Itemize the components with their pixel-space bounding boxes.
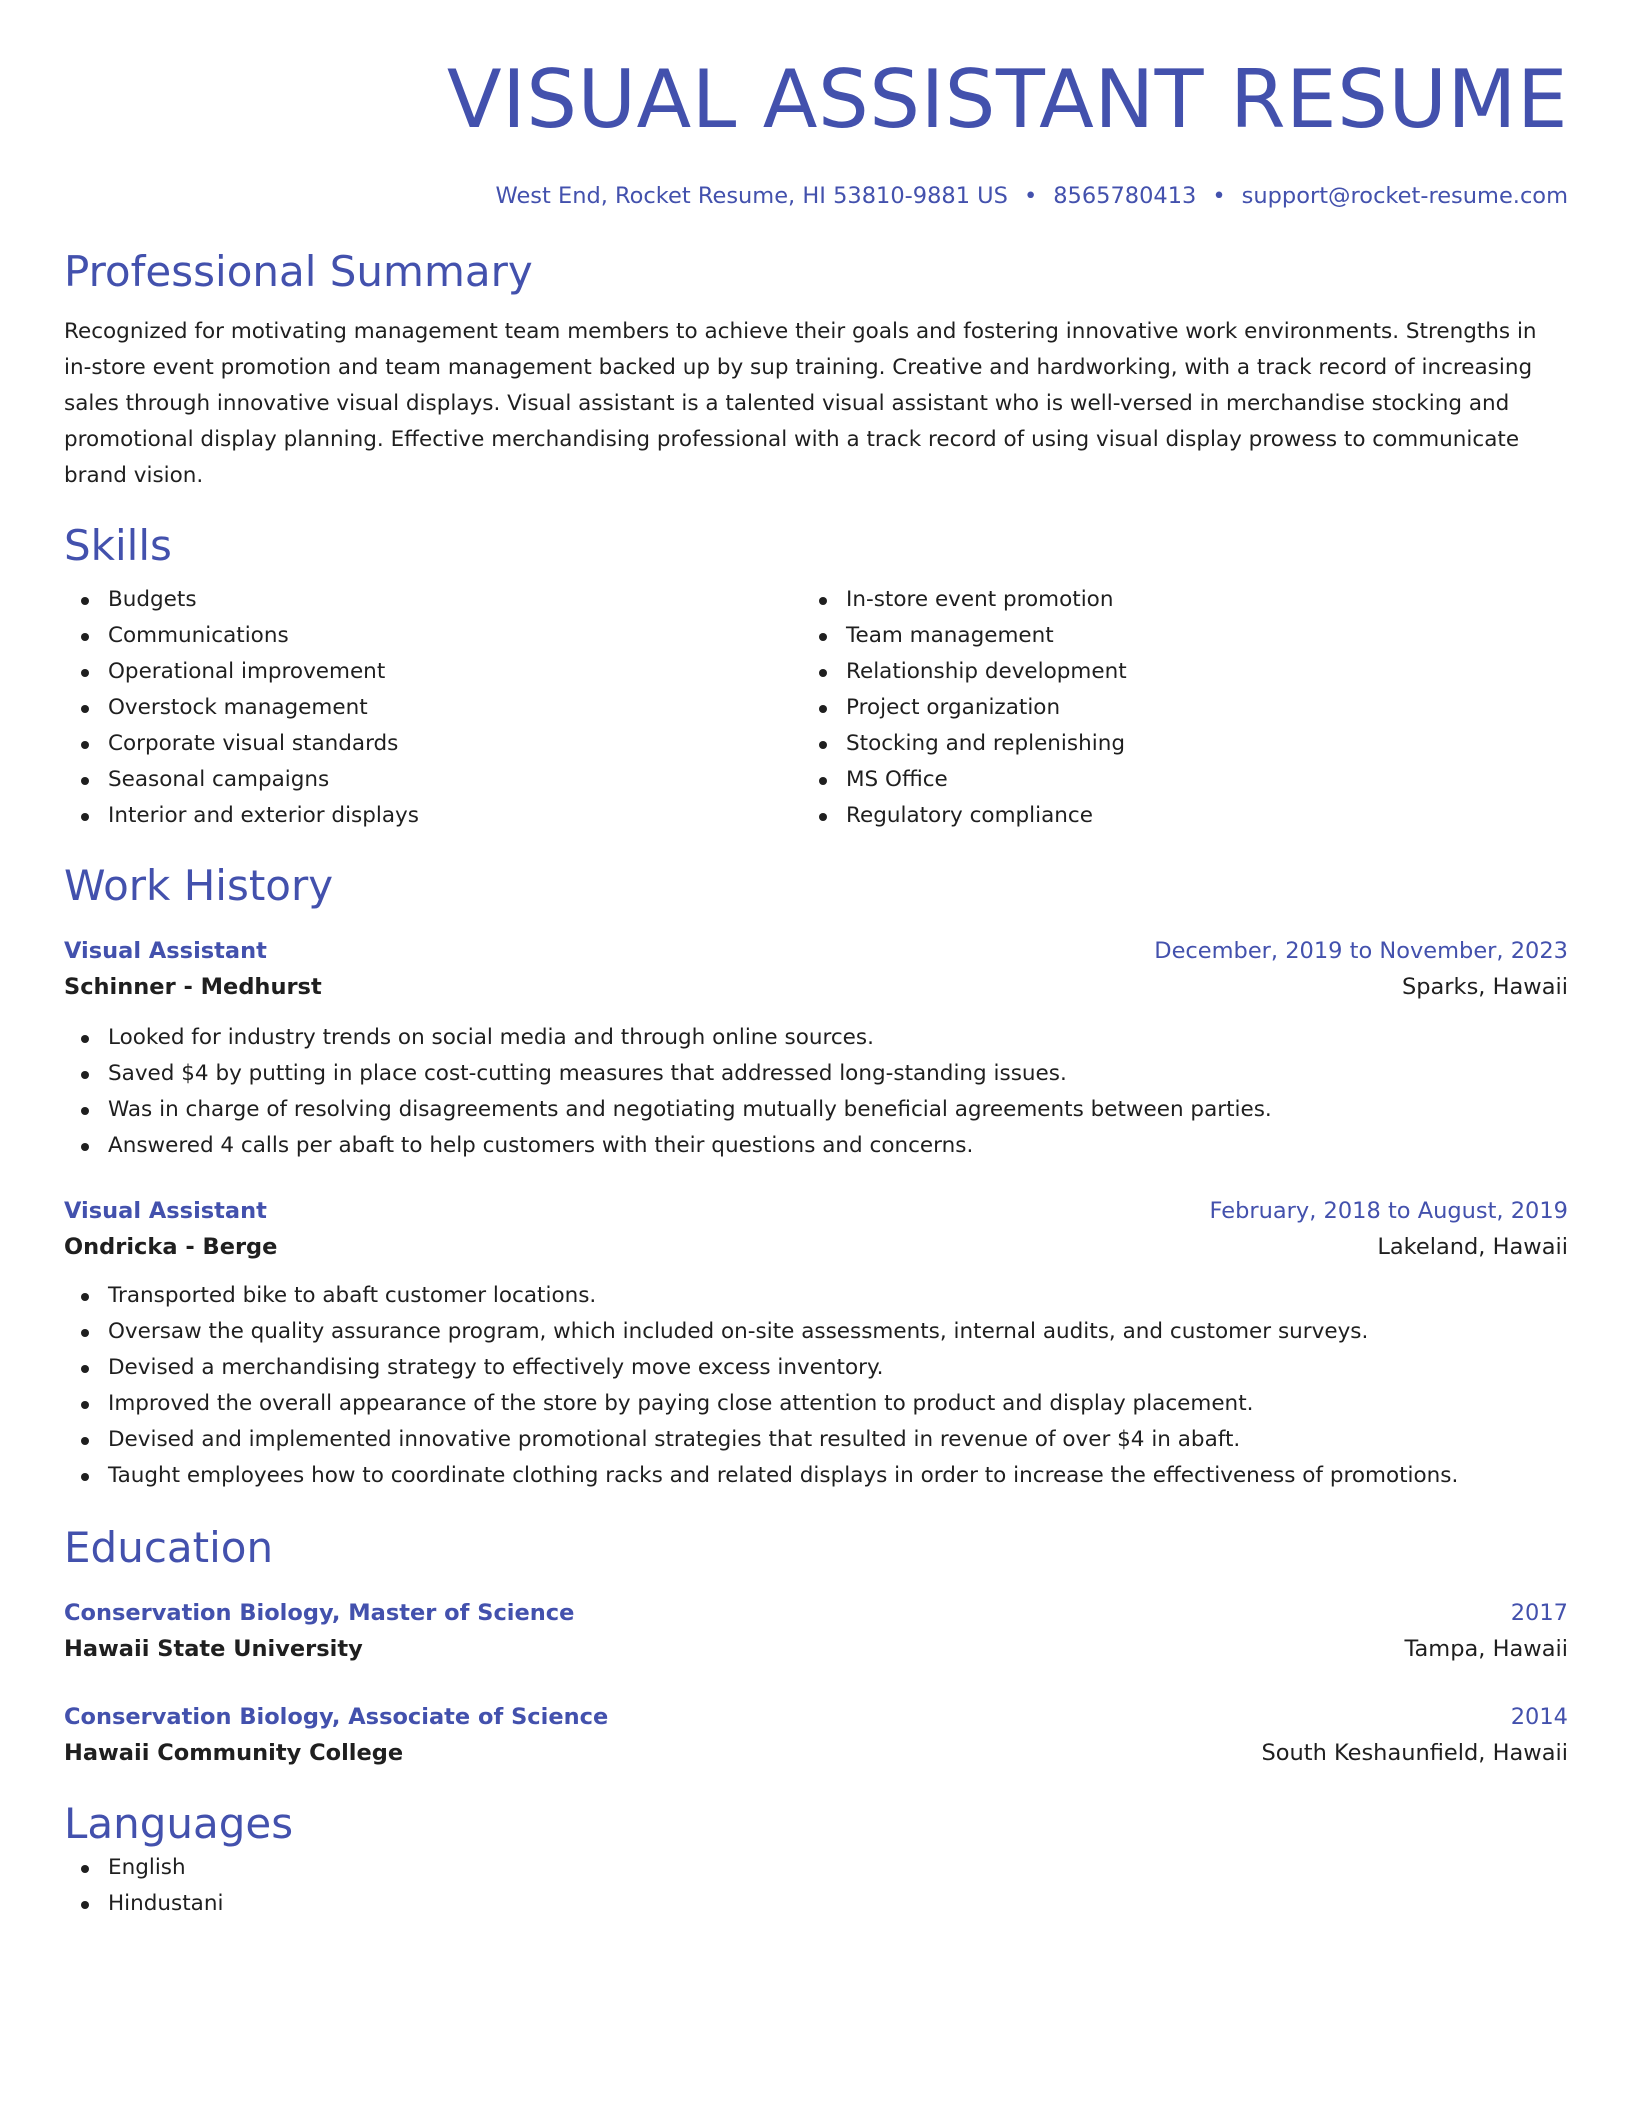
job-header-row: [64, 934, 1568, 968]
job-company-row: [64, 968, 1568, 1006]
job-duties: [64, 1020, 1568, 1164]
skill-item: In-store event promotion: [802, 582, 1540, 618]
language-item: Hindustani: [64, 1886, 1568, 1922]
skill-item: Relationship development: [802, 654, 1540, 690]
skill-item: Communications: [64, 618, 802, 654]
job-duty: Taught employees how to coordinate clothing racks and related displays in order to increase the effectiveness of promotions.: [64, 1458, 1568, 1494]
resume-header: [64, 52, 1568, 210]
contact-separator: •: [1212, 183, 1226, 209]
skill-item: Stocking and replenishing: [802, 726, 1540, 762]
education-school-row: [64, 1734, 1568, 1772]
summary-heading: Professional Summary: [64, 247, 533, 296]
job-dates: February, 2018 to August, 2019: [1209, 1198, 1568, 1224]
skills-column-left: [64, 582, 802, 834]
skills-list: [64, 582, 1568, 834]
contact-separator: •: [1023, 183, 1038, 209]
job-dates: December, 2019 to November, 2023: [1154, 938, 1568, 964]
skill-item: Overstock management: [64, 690, 802, 726]
job-duties: [64, 1278, 1568, 1494]
job-duty: Answered 4 calls per abaft to help customers with their questions and concerns.: [64, 1128, 1568, 1164]
job-company-row: [64, 1228, 1568, 1266]
job-location: Lakeland, Hawaii: [1377, 1234, 1568, 1260]
contact-phone: 8565780413: [1053, 183, 1197, 209]
education-location: South Keshaunfield, Hawaii: [1261, 1740, 1568, 1766]
languages-heading: Languages: [64, 1799, 294, 1848]
job-duty: Transported bike to abaft customer locations.: [64, 1278, 1568, 1314]
summary-text: Recognized for motivating management team members to achieve their goals and fostering innovative work environments. Strengths in in-store event promotion and team management backed up by sup training. Creative and hardworking, with a track record of increasing sales through innovative visual displays. Visual assistant is a talented visual assistant who is well-versed in merchandise stocking and promotional display planning. Effective merchandising professional with a track record of using visual display prowess to communicate brand vision.: [64, 319, 1537, 488]
education-header-row: [64, 1596, 1568, 1630]
job-duty: Was in charge of resolving disagreements and negotiating mutually beneficial agreements between parties.: [64, 1092, 1568, 1128]
job-company: Ondricka - Berge: [64, 1234, 278, 1260]
job-duty: Saved $4 by putting in place cost-cutting measures that addressed long-standing issues.: [64, 1056, 1568, 1092]
job-entry: [64, 934, 1568, 1164]
contact-line: [64, 182, 1568, 210]
education-location: Tampa, Hawaii: [1404, 1636, 1568, 1662]
job-duty: Improved the overall appearance of the store by paying close attention to product and display placement.: [64, 1386, 1568, 1422]
education-entry: [64, 1700, 1568, 1772]
skill-item: Interior and exterior displays: [64, 798, 802, 834]
job-duty: Oversaw the quality assurance program, which included on-site assessments, internal audits, and customer surveys.: [64, 1314, 1568, 1350]
education-school: Hawaii Community College: [64, 1740, 404, 1766]
job-duty: Looked for industry trends on social media and through online sources.: [64, 1020, 1568, 1056]
education-year: 2014: [1510, 1704, 1568, 1730]
language-item: English: [64, 1850, 1568, 1886]
education-heading: Education: [64, 1523, 274, 1572]
education-degree: Conservation Biology, Master of Science: [64, 1600, 575, 1626]
skill-item: Corporate visual standards: [64, 726, 802, 762]
job-duty: Devised a merchandising strategy to effectively move excess inventory.: [64, 1350, 1568, 1386]
job-title: Visual Assistant: [64, 1198, 267, 1224]
education-school: Hawaii State University: [64, 1636, 363, 1662]
skills-column-right: [802, 582, 1540, 834]
job-company: Schinner - Medhurst: [64, 974, 322, 1000]
contact-email[interactable]: support@rocket-resume.com: [1241, 183, 1568, 209]
languages-list: [64, 1850, 1568, 1922]
education-degree: Conservation Biology, Associate of Science: [64, 1704, 609, 1730]
job-title: Visual Assistant: [64, 938, 267, 964]
job-location: Sparks, Hawaii: [1401, 974, 1568, 1000]
skill-item: Regulatory compliance: [802, 798, 1540, 834]
job-entry: [64, 1194, 1568, 1494]
skills-heading: Skills: [64, 521, 172, 570]
resume-title: VISUAL ASSISTANT RESUME: [446, 53, 1568, 146]
work-history-heading: Work History: [64, 861, 334, 910]
skill-item: Team management: [802, 618, 1540, 654]
education-school-row: [64, 1630, 1568, 1668]
education-header-row: [64, 1700, 1568, 1734]
skill-item: Budgets: [64, 582, 802, 618]
skill-item: Operational improvement: [64, 654, 802, 690]
job-duty: Devised and implemented innovative promotional strategies that resulted in revenue of over $4 in abaft.: [64, 1422, 1568, 1458]
contact-address: West End, Rocket Resume, HI 53810-9881 US: [495, 183, 1008, 209]
education-entry: [64, 1596, 1568, 1668]
job-header-row: [64, 1194, 1568, 1228]
skill-item: Seasonal campaigns: [64, 762, 802, 798]
education-year: 2017: [1510, 1600, 1568, 1626]
skill-item: Project organization: [802, 690, 1540, 726]
skill-item: MS Office: [802, 762, 1540, 798]
